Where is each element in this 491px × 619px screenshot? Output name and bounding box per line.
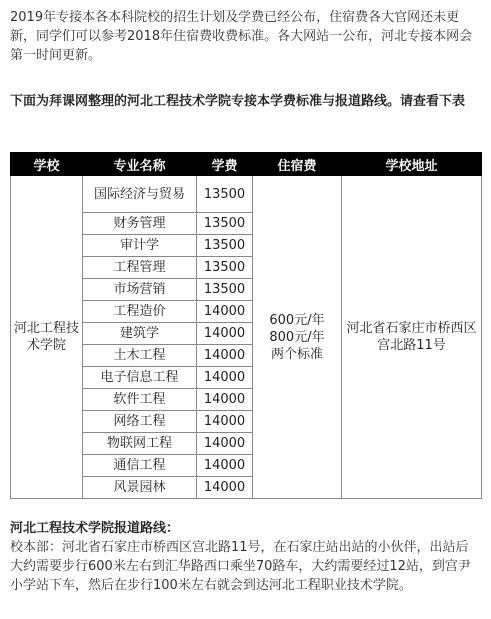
major-cell: 网络工程 xyxy=(83,411,197,433)
tuition-cell: 14000 xyxy=(197,411,253,433)
major-cell: 土木工程 xyxy=(83,345,197,367)
tuition-cell: 13500 xyxy=(197,279,253,301)
route-description: 校本部：河北省石家庄市桥西区宫北路11号，在石家庄站出站的小伙伴，出站后大约需要步行600米左右到汇华路西口乘坐70路车，大约需要经过12站，到宫尹小学站下车，然后在步行100米左右就会到达河北工程职业技术学院。 xyxy=(10,540,471,593)
header-address: 学校地址 xyxy=(342,153,482,176)
header-tuition: 学费 xyxy=(197,153,253,176)
header-school: 学校 xyxy=(11,153,83,176)
major-cell: 国际经济与贸易 xyxy=(83,176,197,213)
address-cell: 河北省石家庄市桥西区宫北路11号 xyxy=(342,176,482,499)
major-cell: 物联网工程 xyxy=(83,433,197,455)
header-major: 专业名称 xyxy=(83,153,197,176)
tuition-table xyxy=(10,152,482,499)
tuition-cell: 14000 xyxy=(197,455,253,477)
major-cell: 通信工程 xyxy=(83,455,197,477)
tuition-cell: 14000 xyxy=(197,301,253,323)
dorm-fee-line: 600元/年 xyxy=(269,312,325,328)
tuition-cell: 14000 xyxy=(197,323,253,345)
dorm-fee-cell xyxy=(253,176,342,499)
major-cell: 财务管理 xyxy=(83,213,197,235)
header-dorm-fee: 住宿费 xyxy=(253,153,342,176)
tuition-cell: 14000 xyxy=(197,367,253,389)
table-body xyxy=(11,176,482,499)
intro-paragraph: 2019年专接本各本科院校的招生计划及学费已经公布，住宿费各大官网还未更新，同学们可以参考2018年住宿费收费标准。各大网站一公布，河北专接本网会第一时间更新。 xyxy=(10,10,473,63)
tuition-cell: 14000 xyxy=(197,345,253,367)
route-title: 河北工程技术学院报道路线： xyxy=(10,521,180,536)
dorm-fee-line: 两个标准 xyxy=(270,346,323,362)
table-row xyxy=(11,176,482,213)
tuition-cell: 14000 xyxy=(197,389,253,411)
major-cell: 工程造价 xyxy=(83,301,197,323)
tuition-cell: 13500 xyxy=(197,176,253,213)
major-cell: 软件工程 xyxy=(83,389,197,411)
major-cell: 市场营销 xyxy=(83,279,197,301)
major-cell: 工程管理 xyxy=(83,257,197,279)
table-header-row xyxy=(11,153,482,176)
table-heading: 下面为拜课网整理的河北工程技术学院专接本学费标准与报道路线。请查看下表 xyxy=(10,94,466,109)
major-cell: 风景园林 xyxy=(83,477,197,499)
tuition-cell: 14000 xyxy=(197,433,253,455)
major-cell: 电子信息工程 xyxy=(83,367,197,389)
tuition-cell: 13500 xyxy=(197,213,253,235)
major-cell: 审计学 xyxy=(83,235,197,257)
dorm-fee-line: 800元/年 xyxy=(269,329,325,345)
tuition-cell: 13500 xyxy=(197,257,253,279)
tuition-cell: 13500 xyxy=(197,235,253,257)
school-cell: 河北工程技术学院 xyxy=(11,176,83,499)
tuition-cell: 14000 xyxy=(197,477,253,499)
major-cell: 建筑学 xyxy=(83,323,197,345)
